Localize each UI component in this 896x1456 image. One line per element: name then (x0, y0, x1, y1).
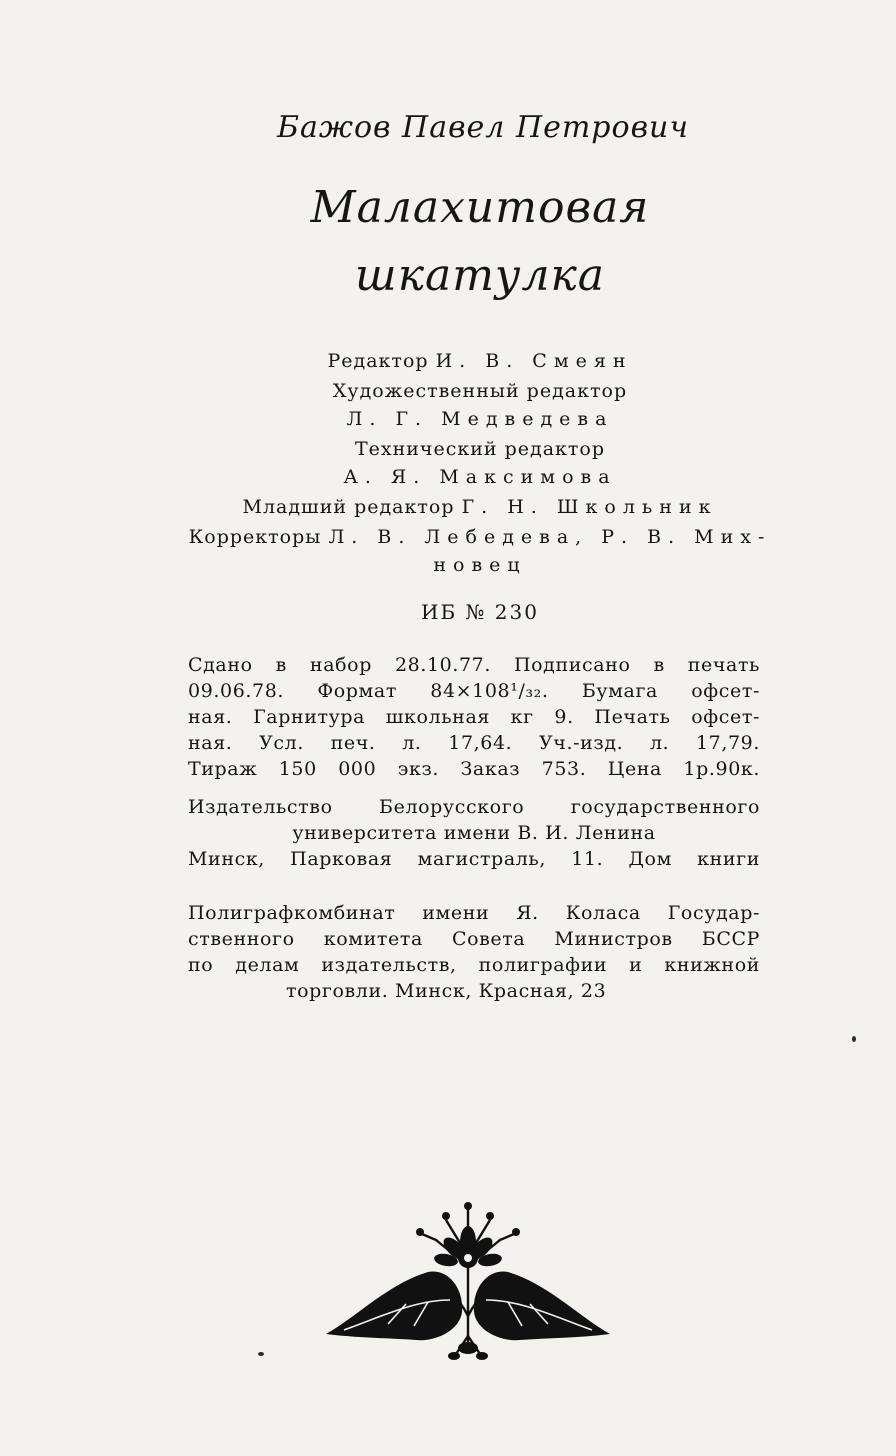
publisher-line: университета имени В. И. Ленина (292, 822, 656, 844)
print-speck (258, 1352, 264, 1356)
flower-ornament-icon (318, 1196, 618, 1366)
publisher-line: Издательство Белорусского государственного (188, 796, 760, 818)
print-data-line: ная. Гарнитура школьная кг 9. Печать офсет- (188, 706, 760, 728)
printer-line: по делам издательств, полиграфии и книжной (188, 954, 760, 976)
credit-tech-editor-name (180, 464, 780, 490)
print-data-line: Тираж 150 000 экз. Заказ 753. Цена 1р.90к. (188, 758, 760, 780)
credit-proofreaders (180, 524, 780, 550)
credit-proofreaders-cont (180, 552, 780, 578)
print-data-line: 09.06.78. Формат 84×108¹/₃₂. Бумага офсет- (188, 680, 760, 702)
credit-tech-editor-role: Технический редактор (354, 438, 606, 460)
ib-number: ИБ № 230 (421, 600, 539, 624)
credit-name: Л. В. Лебедева, Р. В. Мих- (328, 526, 772, 548)
printer-line: торговли. Минск, Красная, 23 (286, 980, 607, 1002)
credit-name: новец (433, 554, 527, 576)
credit-junior-editor (180, 494, 780, 520)
printer-block (188, 900, 760, 1004)
printer-line: ственного комитета Совета Министров БССР (188, 928, 760, 950)
credit-editor (180, 348, 780, 374)
print-data-line: ная. Усл. печ. л. 17,64. Уч.-изд. л. 17,79. (188, 732, 760, 754)
book-title-line-1: Малахитовая (310, 182, 650, 233)
printer-line: Полиграфкомбинат имени Я. Коласа Государ- (188, 902, 760, 924)
credit-art-editor-role: Художественный редактор (332, 380, 628, 402)
print-data-line: Сдано в набор 28.10.77. Подписано в печать (188, 654, 760, 676)
credit-art-editor-name (180, 406, 780, 432)
print-data-block (188, 652, 760, 782)
credit-role: Корректоры (188, 526, 322, 548)
book-title-line-2: шкатулка (355, 250, 605, 301)
credits-block (180, 348, 780, 580)
print-speck (852, 1036, 856, 1042)
credit-role: Младший редактор (242, 496, 455, 518)
credit-name: И. В. Смеян (435, 350, 633, 372)
publisher-line: Минск, Парковая магистраль, 11. Дом книги (188, 848, 760, 870)
credit-name: Л. Г. Медведева (346, 408, 614, 430)
publisher-block (188, 794, 760, 872)
author-name: Бажов Павел Петрович (276, 110, 690, 145)
credit-role: Редактор (327, 350, 429, 372)
credit-name: А. Я. Максимова (343, 466, 617, 488)
credit-name: Г. Н. Школьник (461, 496, 718, 518)
